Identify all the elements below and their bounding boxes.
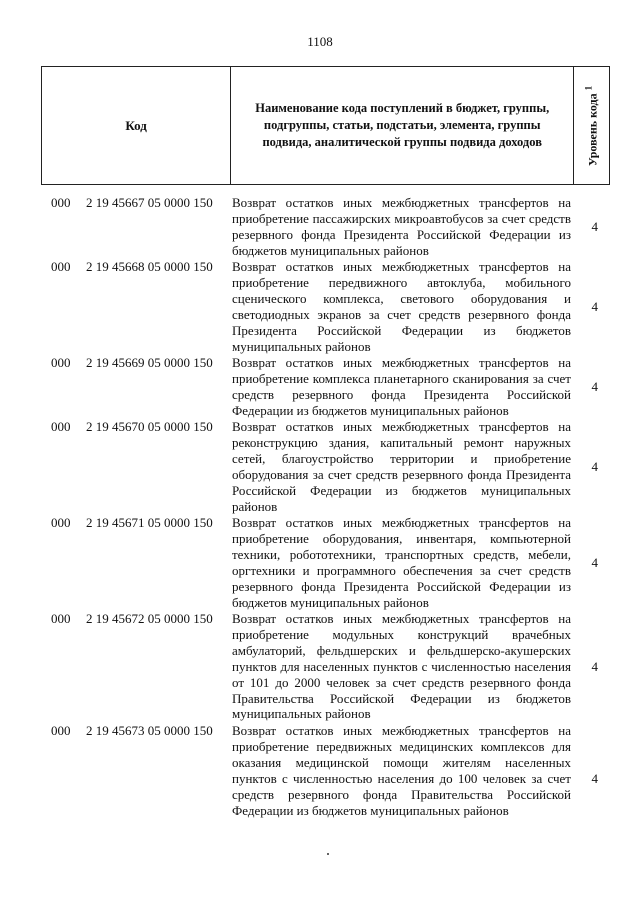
income-name: Возврат остатков иных межбюджетных трансфертов на приобретение оборудования, инвентаря, компьютерной техники, робототехники, транспортных средств, мебели, оргтехники и программного обеспечения за счет средств резервного фонда Президента Российской Федерации из бюджетов муниципальных районов [232, 515, 571, 610]
header-level-footnote: 1 [583, 85, 594, 90]
income-name: Возврат остатков иных межбюджетных трансфертов на приобретение передвижного автоклуба, мобильного сценического комплекса, светового оборудования и светодиодных экранов за счет средств резервного фонда Президента Российской Федерации из бюджетов муниципальных районов [232, 259, 571, 354]
budget-code: 2 19 45669 05 0000 150 [86, 355, 213, 370]
code-level: 4 [591, 659, 598, 675]
header-name: Наименование кода поступлений в бюджет, группы, подгруппы, статьи, подстатьи, элемента, группы подвида, аналитической группы подвида доходов [231, 67, 574, 184]
header-level [574, 67, 609, 184]
income-name: Возврат остатков иных межбюджетных трансфертов на приобретение комплекса планетарного сканирования за счет средств резервного фонда Президента Российской Федерации из бюджетов муниципальных районов [232, 355, 571, 418]
table-row [41, 195, 610, 259]
budget-code: 2 19 45668 05 0000 150 [86, 259, 213, 274]
budget-code: 2 19 45673 05 0000 150 [86, 723, 213, 738]
code-level: 4 [591, 771, 598, 787]
code-level: 4 [591, 219, 598, 235]
admin-code: 000 [51, 355, 71, 370]
budget-code: 2 19 45667 05 0000 150 [86, 195, 213, 210]
table-row [41, 355, 610, 419]
code-level: 4 [591, 299, 598, 315]
budget-code: 2 19 45671 05 0000 150 [86, 515, 213, 530]
admin-code: 000 [51, 259, 71, 274]
admin-code: 000 [51, 195, 71, 210]
table-row [41, 419, 610, 515]
header-level-text [583, 85, 600, 165]
income-name: Возврат остатков иных межбюджетных трансфертов на приобретение модульных конструкций врачебных амбулаторий, фельдшерских и фельдшерско-акушерских пунктов для населенных пунктов с численностью населения от 101 до 2000 человек за счет средств резервного фонда Правительства Российской Федерации из бюджетов муниципальных районов [232, 611, 571, 722]
code-level: 4 [591, 459, 598, 475]
code-level: 4 [591, 555, 598, 571]
header-code: Код [42, 67, 231, 184]
income-name: Возврат остатков иных межбюджетных трансфертов на приобретение передвижных медицинских комплексов для оказания медицинской помощи жителям населенных пунктов с численностью населения до 100 человек за счет средств резервного фонда Правительства Российской Федерации из бюджетов муниципальных районов [232, 723, 571, 818]
scan-dot [327, 853, 329, 855]
budget-code: 2 19 45672 05 0000 150 [86, 611, 213, 626]
income-name: Возврат остатков иных межбюджетных трансфертов на реконструкцию здания, капитальный ремонт наружных сетей, благоустройство территории и приобретение оборудования за счет средств резервного фонда Президента Российской Федерации из бюджетов муниципальных районов [232, 419, 571, 514]
admin-code: 000 [51, 419, 71, 434]
table-row [41, 259, 610, 355]
budget-code: 2 19 45670 05 0000 150 [86, 419, 213, 434]
table-row [41, 723, 610, 835]
admin-code: 000 [51, 515, 71, 530]
admin-code: 000 [51, 611, 71, 626]
table-body [41, 195, 610, 835]
page-number: 1108 [307, 34, 333, 49]
table-header [41, 66, 610, 185]
header-level-label: Уровень кода [585, 92, 600, 166]
table-row [41, 611, 610, 723]
table-row [41, 515, 610, 611]
code-level: 4 [591, 379, 598, 395]
income-name: Возврат остатков иных межбюджетных трансфертов на приобретение пассажирских микроавтобусов за счет средств резервного фонда Президента Российской Федерации из бюджетов муниципальных районов [232, 195, 571, 258]
admin-code: 000 [51, 723, 71, 738]
